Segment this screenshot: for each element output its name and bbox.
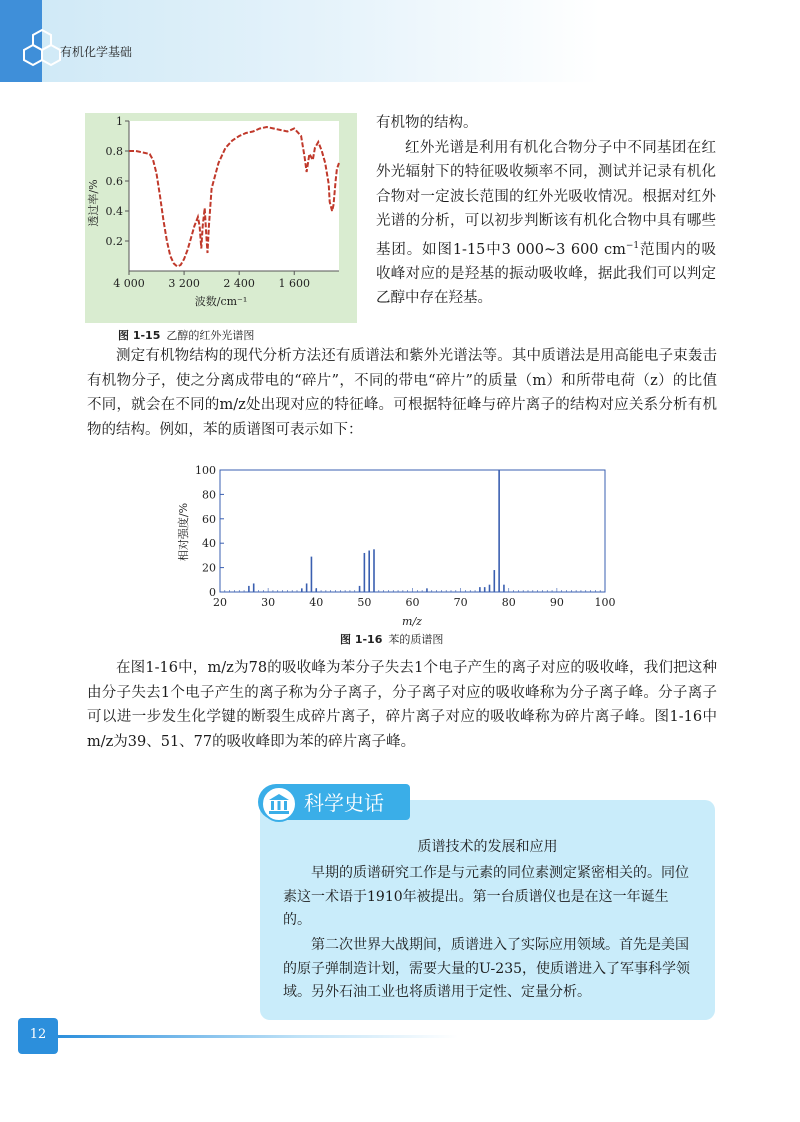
right-column-text	[376, 111, 716, 311]
footer-line	[58, 1035, 458, 1038]
ms-y-tick-label: 60	[202, 512, 216, 526]
ms-y-tick-label: 100	[195, 464, 216, 477]
ir-x-tick-label: 3 200	[168, 277, 200, 290]
science-history-tab-label: 科学史话	[304, 791, 384, 815]
ir-paragraph-end: 范围内的吸收峰对应的是羟基的振动吸收峰，据此我们可以判定乙醇中存在羟基。	[376, 241, 716, 307]
ms-y-tick-label: 80	[202, 488, 216, 502]
ms-x-tick-label: 90	[549, 596, 564, 609]
mass-spec-intro-paragraph: 测定有机物结构的现代分析方法还有质谱法和紫外光谱法等。其中质谱法是用高能电子束轰击有机物分子，使之分离成带电的“碎片”，不同的带电“碎片”的质量（m）和所带电荷（z）的比值不同，就会在不同的m/z处出现对应的特征峰。可根据特征峰与碎片离子的结构对应关系分析有机物的结构。例如，苯的质谱图可表示如下：	[87, 348, 717, 438]
ir-x-tick-label: 2 400	[223, 277, 255, 290]
ms-y-tick-label: 40	[202, 537, 216, 551]
ir-y-tick-label: 0.8	[105, 145, 123, 158]
ir-y-tick-label: 1	[116, 115, 123, 128]
ir-x-tick-label: 4 000	[113, 277, 145, 290]
ms-y-tick-label: 0	[209, 586, 216, 599]
ms-x-tick-label: 100	[594, 596, 616, 609]
ir-paragraph-text: 红外光谱是利用有机化合物分子中不同基团在红外光辐射下的特征吸收频率不同，测试并记录有机化合物对一定波长范围的红外光吸收情况。根据对红外光谱的分析，可以初步判断该有机化合物中具有哪些基团。如图1-15中3 000~3 600 cm	[376, 139, 716, 258]
fig-1-16-caption	[340, 631, 443, 647]
ms-x-tick-label: 80	[501, 596, 516, 609]
ms-x-tick-label: 60	[405, 596, 420, 609]
right-column-line0: 有机物的结构。	[376, 115, 478, 131]
ms-x-axis-label: m/z	[402, 615, 422, 628]
hexagon-logo-icon	[22, 28, 62, 72]
ms-y-axis-label: 相对强度/%	[177, 502, 190, 562]
ms-y-tick-label: 20	[202, 561, 216, 575]
ms-x-tick-label: 20	[213, 596, 227, 609]
header-band	[0, 0, 800, 82]
right-column-paragraph	[376, 136, 716, 311]
ir-paragraph-superscript: −1	[625, 240, 640, 251]
ir-y-tick-label: 0.2	[105, 235, 123, 248]
ms-x-tick-label: 40	[309, 596, 324, 609]
ir-y-tick-label: 0.4	[105, 205, 123, 218]
ir-x-tick-label: 1 600	[278, 277, 310, 290]
fig-1-15-label: 图 1-15	[118, 329, 161, 342]
fig-1-16-label: 图 1-16	[340, 633, 383, 646]
ms-plot-frame	[220, 470, 605, 592]
fig-1-15-caption	[118, 327, 254, 343]
science-history-paragraph-2: 第二次世界大战期间，质谱进入了实际应用领域。首先是美国的原子弹制造计划，需要大量的U-235，使质谱进入了军事科学领域。另外石油工业也将质谱用于定性、定量分析。	[283, 937, 691, 1000]
science-history-title: 质谱技术的发展和应用	[417, 839, 558, 855]
ir-spectrum-chart	[85, 113, 357, 323]
ms-x-tick-label: 70	[453, 596, 468, 609]
ir-y-axis-label: 透过率/%	[87, 179, 100, 227]
fig-1-15-title: 乙醇的红外光谱图	[166, 329, 255, 342]
ir-x-axis-label: 波数/cm⁻¹	[194, 295, 248, 308]
ms-x-tick-label: 30	[261, 596, 276, 609]
ms-x-tick-label: 50	[357, 596, 372, 609]
fig-1-16-title: 苯的质谱图	[388, 633, 444, 646]
header-title: 有机化学基础	[60, 45, 133, 59]
page-number: 12	[29, 1027, 47, 1042]
mass-spectrum-chart	[175, 462, 625, 632]
molecular-ion-paragraph: 在图1-16中，m/z为78的吸收峰为苯分子失去1个电子产生的离子对应的吸收峰，我们把这种由分子失去1个电子产生的离子称为分子离子，分子离子对应的吸收峰称为分子离子峰。分子离子可以进一步发生化学键的断裂生成碎片离子，碎片离子对应的吸收峰称为碎片离子峰。图1-16中m/z为39、51、77的吸收峰即为苯的碎片离子峰。	[87, 660, 717, 750]
science-history-paragraph-1: 早期的质谱研究工作是与元素的同位素测定紧密相关的。同位素这一术语于1910年被提出。第一台质谱仪也是在这一年诞生的。	[283, 865, 689, 928]
museum-icon	[261, 786, 297, 822]
ir-y-tick-label: 0.6	[105, 175, 123, 188]
